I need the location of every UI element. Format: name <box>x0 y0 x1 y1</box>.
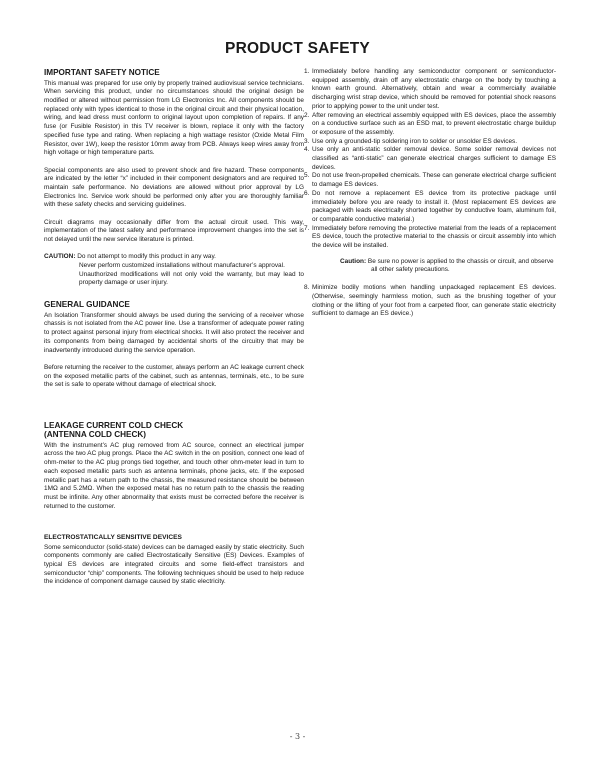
esd-heading: ELECTROSTATICALLY SENSITIVE DEVICES <box>44 533 182 541</box>
list-item <box>304 172 556 189</box>
list-item <box>304 112 556 138</box>
list-item <box>304 146 556 172</box>
list-item <box>304 68 556 112</box>
right-caution-line-2: all other safety precautions. <box>371 266 450 274</box>
right-column <box>304 68 556 319</box>
list-item-text: Do not remove a replacement ES device from its protective package until immediately before you are ready to install it. (Most replacement ES devices are packaged with leads electrically shorted together by conductive foam, aluminum foil, or comparable conductive material.) <box>312 189 556 223</box>
list-item-number: 7. <box>304 224 310 232</box>
list-item-number: 8. <box>304 284 310 292</box>
right-caution-label: Caution: <box>340 257 367 265</box>
caution-line-2: Never perform customized installations without manufacturer’s approval. <box>79 262 285 270</box>
list-item-number: 6. <box>304 189 310 197</box>
esd-paragraph: Some semiconductor (solid-state) devices can be damaged easily by static electricity. Such components commonly are called Electrostatically Sensitive (ES) Devices. Examples of typical ES devices are integrated circuits and some field-effect transistors and semiconductor “chip” components. The following techniques should be used to help reduce the incidence of component damage caused by static electricity. <box>44 543 304 586</box>
list-item <box>304 284 556 319</box>
page-title: PRODUCT SAFETY <box>225 40 370 57</box>
list-item-text: After removing an electrical assembly equipped with ES devices, place the assembly on a conductive surface such as an ESD mat, to prevent electrostatic charge buildup or exposure of the assembly. <box>312 111 556 136</box>
list-item-number: 5. <box>304 172 310 180</box>
list-item <box>304 190 556 225</box>
left-column <box>44 68 304 596</box>
list-item-number: 4. <box>304 146 310 154</box>
list-item-text: Do not use freon-propelled chemicals. These can generate electrical charge sufficient to damage ES devices. <box>312 172 556 189</box>
list-item <box>304 225 556 251</box>
caution-line-1: Do not attempt to modify this product in any way. <box>77 253 216 261</box>
caution-block <box>44 253 304 288</box>
right-caution-line-1: Be sure no power is applied to the chassis or circuit, and observe <box>367 257 554 265</box>
list-item-number: 2. <box>304 111 310 119</box>
right-caution-block <box>304 258 556 275</box>
safety-notice-heading: IMPORTANT SAFETY NOTICE <box>44 68 160 77</box>
list-item <box>304 138 556 147</box>
list-item-number: 1. <box>304 68 310 75</box>
list-item-text: Immediately before handling any semiconductor component or semiconductor-equipped assembly, drain off any electrostatic charge on the body by touching a known earth ground. Alternatively, obtain and wear a commercially available discharging wrist strap device, which should be removed for potential shock reasons prior to applying power to the unit under test. <box>312 68 556 110</box>
antenna-check-subheading: (ANTENNA COLD CHECK) <box>44 430 147 440</box>
list-item-number: 3. <box>304 137 310 145</box>
general-guidance-paragraph-1: An Isolation Transformer should always be used during the servicing of a receiver whose chassis is not isolated from the AC power line. Use a transformer of adequate power rating to protect against personal injury from electrical shocks. It will also protect the receiver and its components from being damaged by accidental shorts of the circuitry that may be inadvertently introduced during the service operation. <box>44 311 304 354</box>
general-guidance-paragraph-2: Before returning the receiver to the customer, always perform an AC leakage current check on the exposed metallic parts of the cabinet, such as antennas, terminals, etc., to be sure the set is safe to operate without damage of electrical shock. <box>44 363 304 389</box>
caution-line-3: Unauthorized modifications will not only void the warranty, but may lead to property damage or user injury. <box>79 270 304 287</box>
esd-procedure-list <box>304 68 556 251</box>
caution-label: CAUTION: <box>44 253 76 261</box>
page-number: - 3 - <box>289 732 306 741</box>
safety-notice-paragraph-1: This manual was prepared for use only by properly trained audiovisual service technicians. When servicing this product, under no circumstances should the original design be modified or altered without permission from LG Electronics Inc. All components should be replaced only with types identical to those in the original circuit and their physical location, wiring, and lead dress must conform to original layout upon completion of repairs. If any fuse (or Fusible Resistor) in this TV receiver is blown, replace it only with the factory specified fuse type and rating. When replacing a high wattage resistor (Oxide Metal Film Resistor, over 1W), keep the resistor 10mm away from PCB. Always keep wires away from high voltage or high temperature parts. <box>44 79 304 157</box>
list-item-text: Immediately before removing the protective material from the leads of a replacement ES device, touch the protective material to the chassis or circuit assembly into which the device will be installed. <box>312 224 556 250</box>
leakage-check-paragraph: With the instrument’s AC plug removed from AC source, connect an electrical jumper across the two AC plug prongs. Place the AC switch in the on position, connect one lead of ohm-meter to the AC plug prongs tied together, and touch other ohm-meter lead in turn to each exposed metallic parts such as antenna terminals, phone jacks, etc. If the exposed metallic part has a return path to the chassis, the measured resistance should be between 1MΩ and 5.2MΩ. When the exposed metal has no return path to the chassis the reading must be infinite. Any other abnormality that exists must be corrected before the receiver is returned to the customer. <box>44 441 304 510</box>
list-item-text: Use only a grounded-tip soldering iron to solder or unsolder ES devices. <box>312 137 518 145</box>
general-guidance-heading: GENERAL GUIDANCE <box>44 300 130 310</box>
list-item-text: Use only an anti-static solder removal device. Some solder removal devices not classified as “anti-static” can generate electrical charges sufficient to damage ES devices. <box>312 146 556 171</box>
list-item-text: Minimize bodily motions when handling unpackaged replacement ES devices. (Otherwise, seemingly harmless motion, such as the brushing together of your clothing or the lifting of your foot from a carpeted floor, can generate static electricity sufficient to damage an ES device.) <box>312 284 556 318</box>
leakage-check-heading: LEAKAGE CURRENT COLD CHECK <box>44 420 184 430</box>
safety-notice-paragraph-3: Circuit diagrams may occasionally differ from the actual circuit used. This way, implementation of the latest safety and performance improvement changes into the set is not delayed until the new service literature is printed. <box>44 218 304 244</box>
safety-notice-paragraph-2: Special components are also used to prevent shock and fire hazard. These components are indicated by the letter “x” included in their component designators and are required to maintain safe performance. No deviations are allowed without prior approval by LG Electronics Inc. Service work should be performed only after you are thoroughly familiar with these safety checks and servicing guidelines. <box>44 166 304 209</box>
